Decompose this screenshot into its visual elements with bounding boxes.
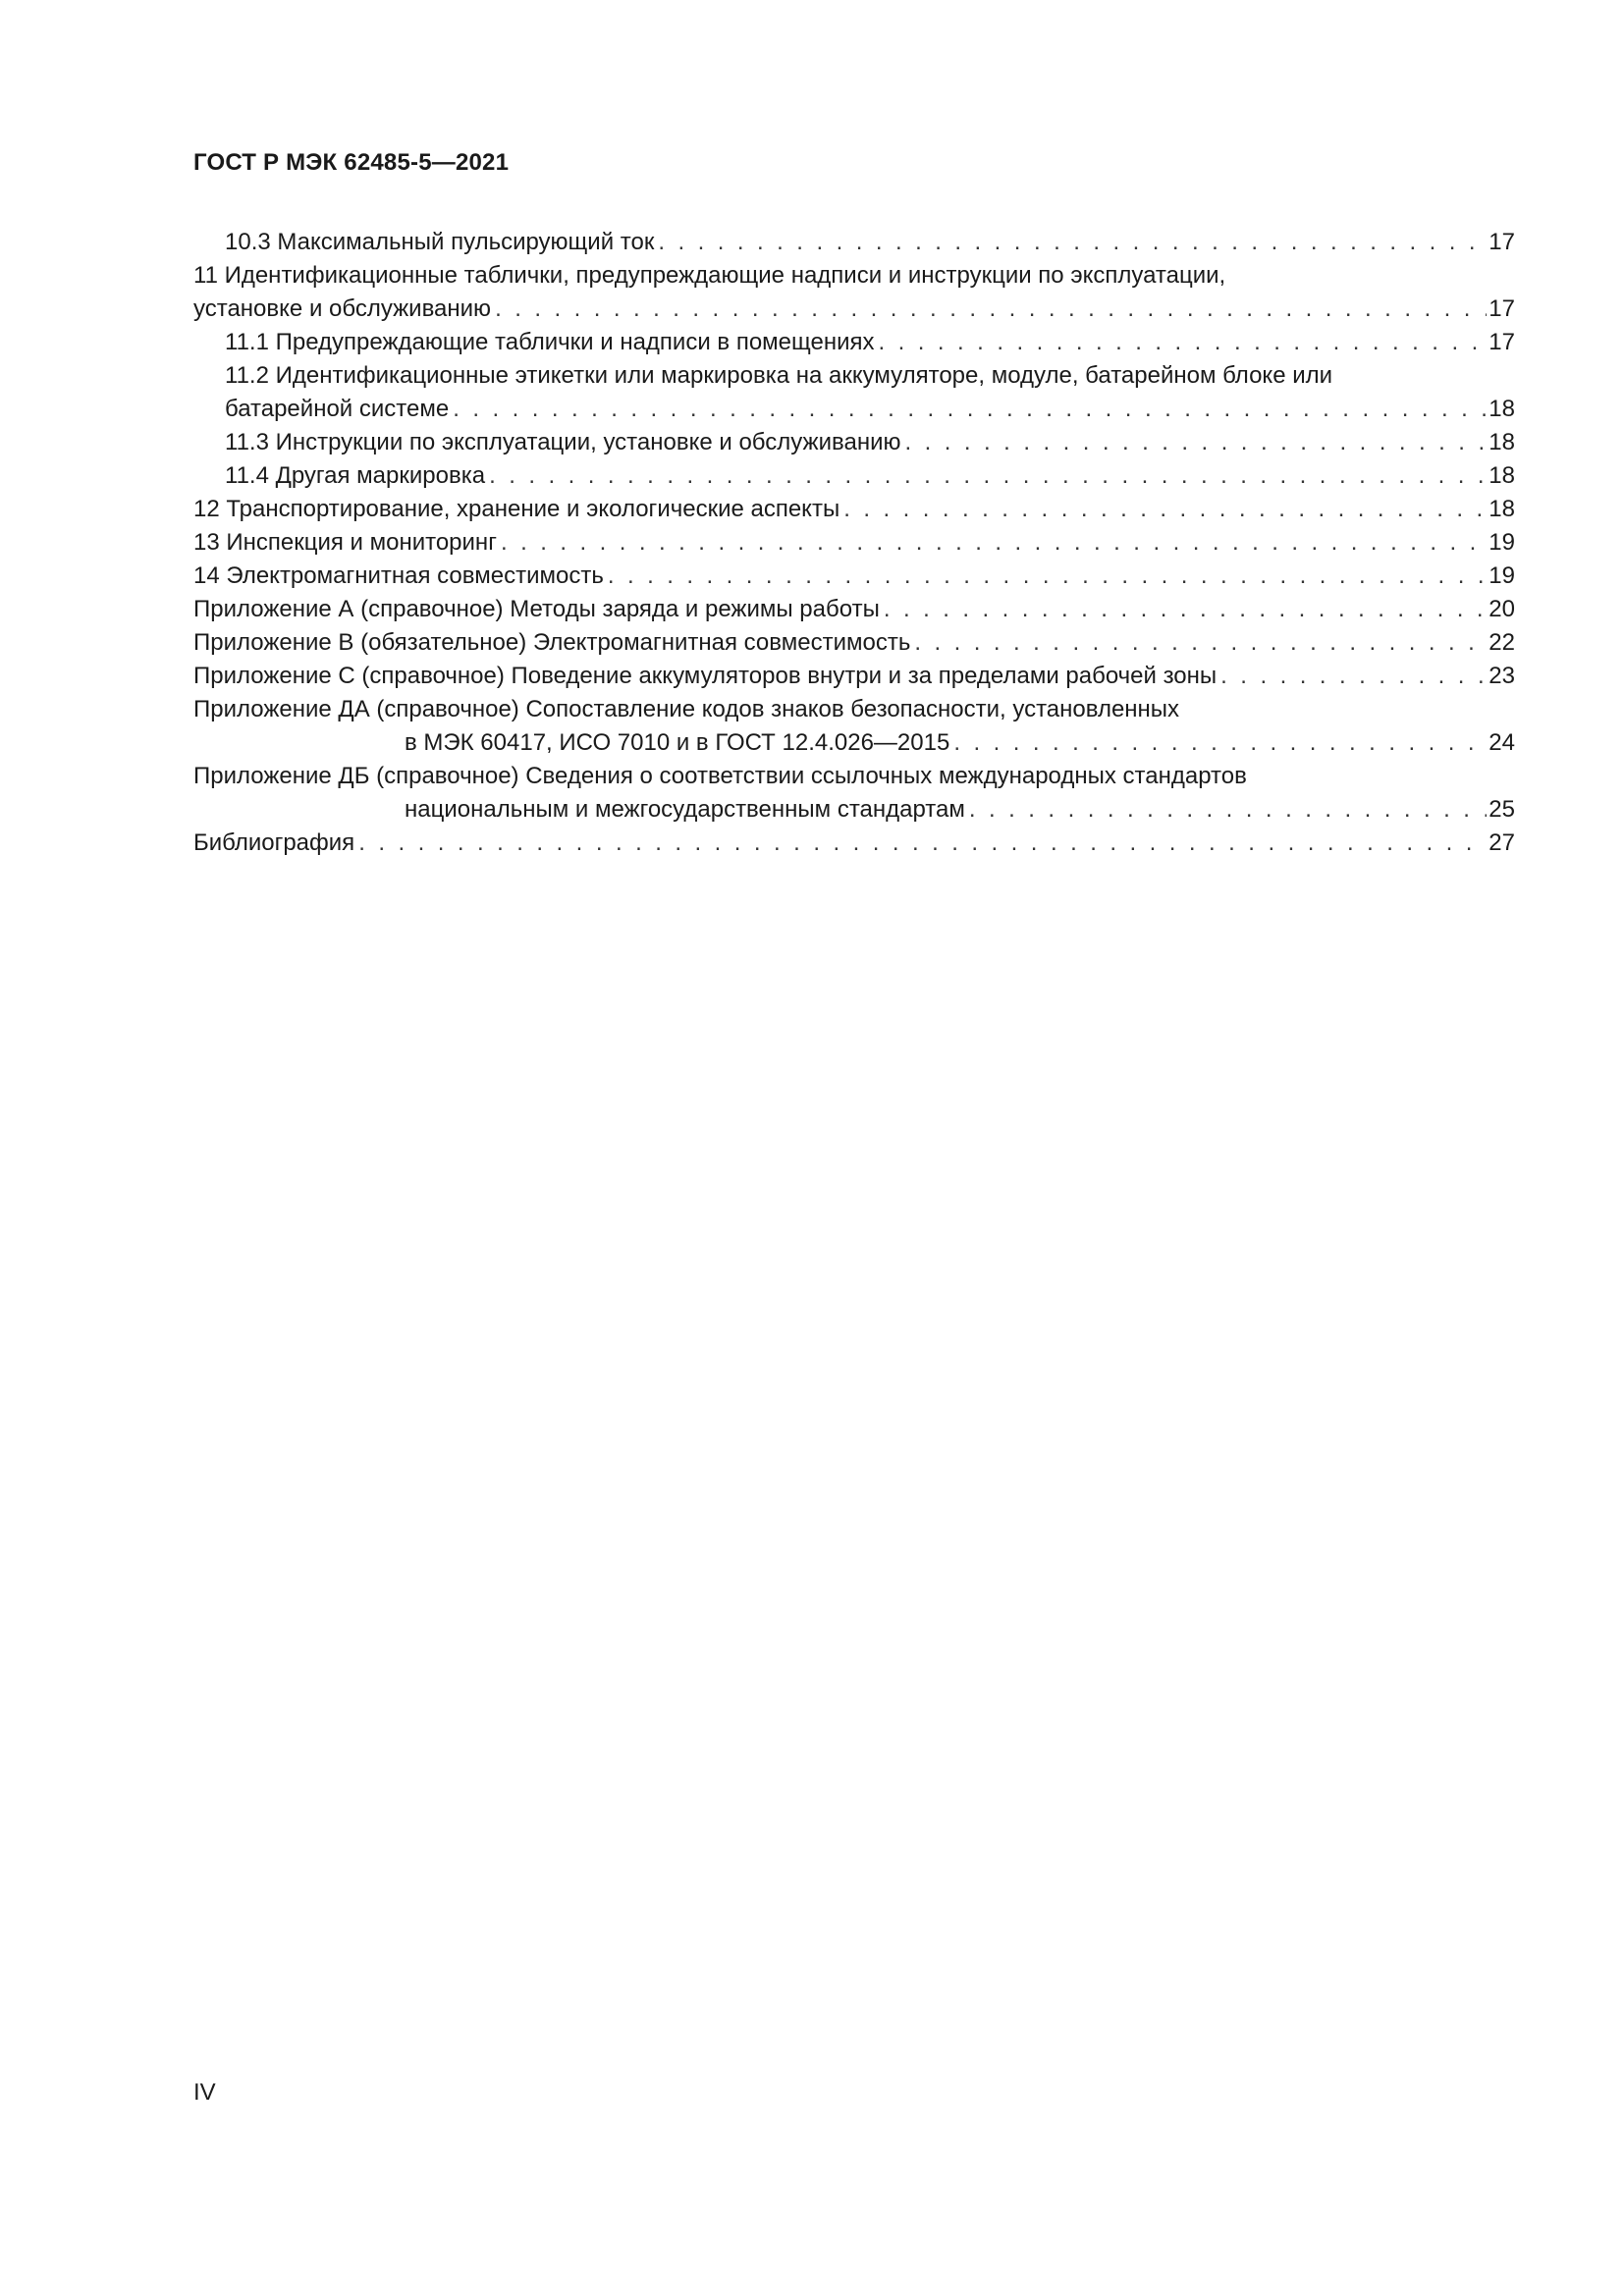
toc-entry-13[interactable]: [193, 526, 1515, 560]
dot-leader: [953, 726, 1487, 760]
dot-leader: [658, 226, 1487, 259]
dot-leader: [1220, 660, 1487, 693]
toc-entry-11-line1[interactable]: 11 Идентификационные таблички, предупреждающие надписи и инструкции по эксплуатации,: [193, 262, 1226, 289]
document-header: ГОСТ Р МЭК 62485-5—2021: [193, 149, 510, 176]
toc-entry-title: Приложение С (справочное) Поведение аккумуляторов внутри и за пределами рабочей зоны: [193, 663, 1218, 689]
toc-page-number: 23: [1489, 663, 1515, 689]
dot-leader: [358, 827, 1487, 860]
dot-leader: [914, 626, 1487, 660]
dot-leader: [969, 793, 1487, 827]
toc-entry-title: 12 Транспортирование, хранение и экологические аспекты: [193, 496, 840, 522]
toc-page-number: 17: [1489, 329, 1515, 355]
toc-entry-title: в МЭК 60417, ИСО 7010 и в ГОСТ 12.4.026—2015: [405, 729, 950, 756]
toc-page-number: 24: [1489, 729, 1515, 756]
dot-leader: [843, 493, 1487, 526]
toc-entry-appendix-db-line1[interactable]: Приложение ДБ (справочное) Сведения о соответствии ссылочных международных стандартов: [193, 763, 1247, 789]
dot-leader: [495, 293, 1487, 326]
toc-entry-11-3[interactable]: [193, 426, 1515, 459]
dot-leader: [608, 560, 1487, 593]
toc-entry-title: 13 Инспекция и мониторинг: [193, 529, 497, 556]
toc-entry-title: 11.3 Инструкции по эксплуатации, установке и обслуживанию: [225, 429, 901, 455]
toc-page-number: 18: [1489, 462, 1515, 489]
toc-entry-11[interactable]: [193, 293, 1515, 326]
toc-page-number: 18: [1489, 429, 1515, 455]
toc-page-number: 17: [1489, 229, 1515, 255]
toc-page-number: 19: [1489, 529, 1515, 556]
table-of-contents: [193, 226, 1515, 860]
toc-page-number: 17: [1489, 295, 1515, 322]
toc-entry-title: 11.4 Другая маркировка: [225, 462, 486, 489]
toc-entry-appendix-da[interactable]: [193, 726, 1515, 760]
toc-entry-14[interactable]: [193, 560, 1515, 593]
toc-entry-appendix-b[interactable]: [193, 626, 1515, 660]
toc-page-number: 20: [1489, 596, 1515, 622]
toc-entry-appendix-a[interactable]: [193, 593, 1515, 626]
dot-leader: [884, 593, 1487, 626]
toc-entry-bibliography[interactable]: [193, 827, 1515, 860]
toc-page-number: 27: [1489, 829, 1515, 856]
page-number: IV: [193, 2079, 216, 2106]
toc-page-number: 18: [1489, 396, 1515, 422]
dot-leader: [905, 426, 1488, 459]
toc-entry-11-4[interactable]: [193, 459, 1515, 493]
toc-entry-12[interactable]: [193, 493, 1515, 526]
toc-entry-title: Приложение В (обязательное) Электромагнитная совместимость: [193, 629, 911, 656]
toc-entry-title: 10.3 Максимальный пульсирующий ток: [225, 229, 655, 255]
dot-leader: [501, 526, 1487, 560]
toc-entry-title: Приложение А (справочное) Методы заряда и режимы работы: [193, 596, 880, 622]
toc-page-number: 19: [1489, 562, 1515, 589]
toc-entry-appendix-db[interactable]: [193, 793, 1515, 827]
toc-entry-title: 11.1 Предупреждающие таблички и надписи в помещениях: [225, 329, 875, 355]
toc-entry-11-2[interactable]: [193, 393, 1515, 426]
toc-entry-title: национальным и межгосударственным стандартам: [405, 796, 965, 823]
toc-entry-title: 14 Электромагнитная совместимость: [193, 562, 604, 589]
dot-leader: [453, 393, 1487, 426]
toc-entry-11-1[interactable]: [193, 326, 1515, 359]
toc-entry-title: установке и обслуживанию: [193, 295, 492, 322]
toc-entry-11-2-line1[interactable]: 11.2 Идентификационные этикетки или маркировка на аккумуляторе, модуле, батарейном блоке или: [225, 362, 1333, 389]
toc-entry-appendix-c[interactable]: [193, 660, 1515, 693]
toc-page-number: 18: [1489, 496, 1515, 522]
dot-leader: [489, 459, 1487, 493]
toc-entry-10-3[interactable]: [193, 226, 1515, 259]
toc-page-number: 22: [1489, 629, 1515, 656]
toc-entry-title: Библиография: [193, 829, 355, 856]
toc-entry-appendix-da-line1[interactable]: Приложение ДА (справочное) Сопоставление кодов знаков безопасности, установленных: [193, 696, 1180, 722]
dot-leader: [879, 326, 1488, 359]
toc-entry-title: батарейной системе: [225, 396, 450, 422]
toc-page-number: 25: [1489, 796, 1515, 823]
